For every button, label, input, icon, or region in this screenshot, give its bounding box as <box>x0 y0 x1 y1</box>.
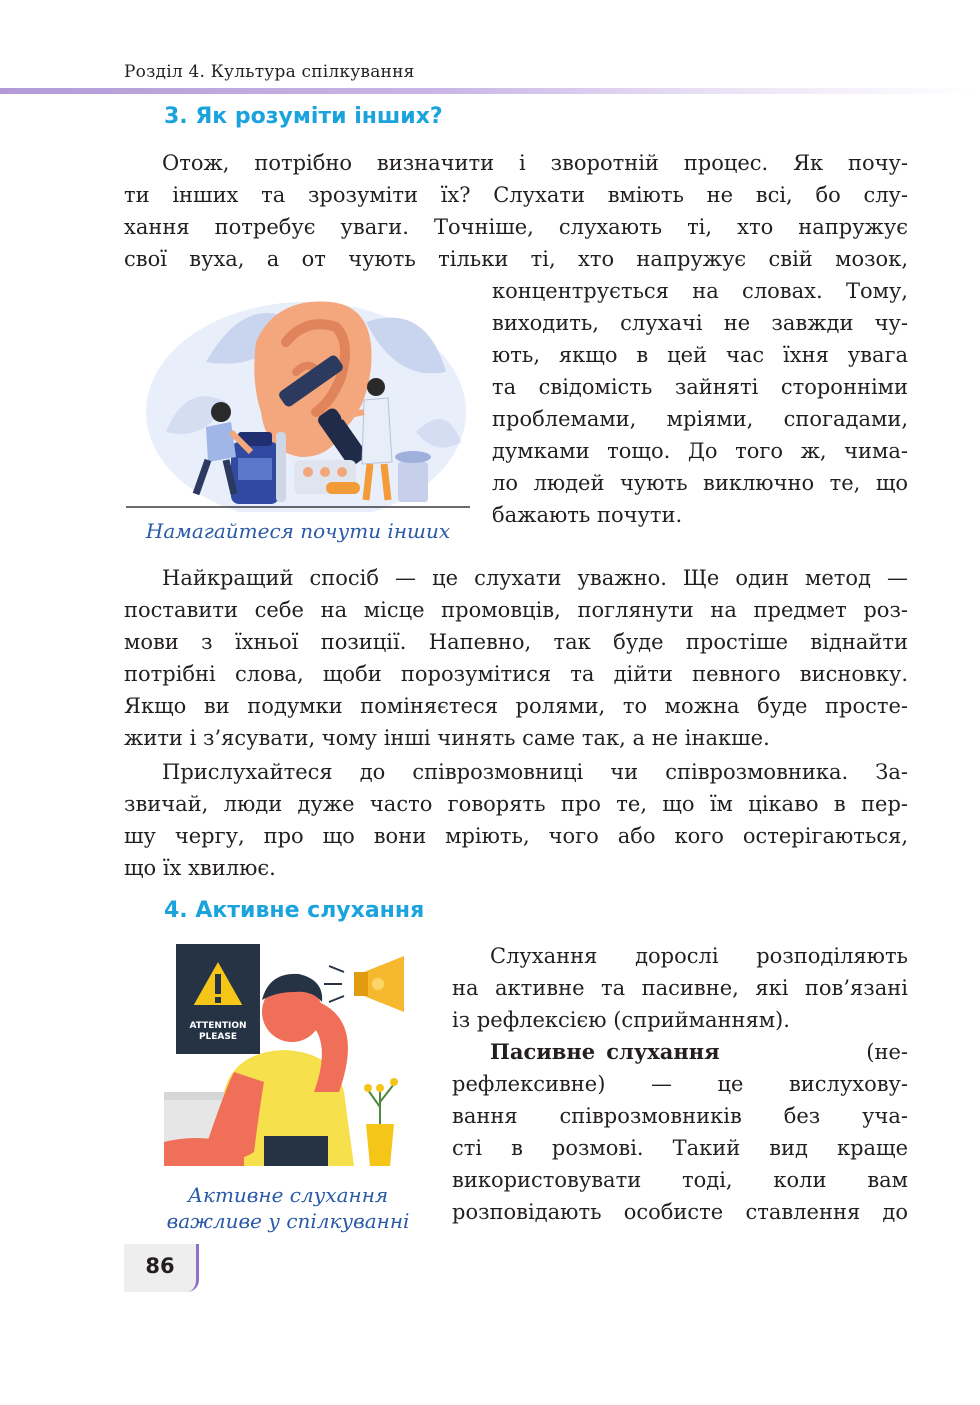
caption-line: важливе у спілкуванні <box>166 1209 410 1233</box>
text-line: думками тощо. До того ж, чима- <box>492 439 908 463</box>
active-listening-illustration <box>164 942 412 1166</box>
text-line: на активне та пасивне, які пов’язані <box>452 976 908 1000</box>
text-line <box>452 1036 908 1068</box>
section-3-paragraph-2 <box>124 562 908 754</box>
text-line: сті в розмові. Такий вид краще <box>452 1136 908 1160</box>
text-line: жити і з’ясувати, чому інші чинять саме так, а не інакше. <box>124 726 770 750</box>
text-line: вання співрозмовників без уча- <box>452 1104 908 1128</box>
text-line: Найкращий спосіб — це слухати уважно. Ще один метод — <box>162 566 908 590</box>
text-line: свої вуха, а от чують тільки ті, хто напружує свій мозок, <box>124 247 908 271</box>
text-line: бажають почути. <box>492 503 683 527</box>
text-line: проблемами, мріями, спогадами, <box>492 407 908 431</box>
section-3-intro-paragraph <box>124 147 908 275</box>
text-line: Слухання дорослі розподіляють <box>490 944 908 968</box>
text-line: виходить, слухачі не завжди чу- <box>492 311 908 335</box>
section-4-paragraph-2 <box>452 1036 908 1228</box>
text-line: хання потребує уваги. Точніше, слухають ті, хто напружує <box>124 215 908 239</box>
text-line: розповідають особисте ставлення до <box>452 1200 908 1224</box>
text-line: Якщо ви подумки поміняєтеся ролями, то можна буде просте- <box>124 694 908 718</box>
text-line: ти інших та зрозуміти їх? Слухати вміють не всі, бо слу- <box>124 183 908 207</box>
section-3-paragraph-3 <box>124 756 908 884</box>
image-caption-listen: Намагайтеся почути інших <box>145 519 451 543</box>
text-line: мови з їхньої позиції. Напевно, так буде простіше віднайти <box>124 630 908 654</box>
text-line: потрібні слова, щоби порозумітися та дійти певного висновку. <box>124 662 908 686</box>
text-fragment: (не- <box>866 1040 908 1064</box>
text-line: Отож, потрібно визначити і зворотній процес. Як почу- <box>162 151 908 175</box>
sign-text-line2: PLEASE <box>198 1032 238 1042</box>
section-3-wrapped-paragraph <box>492 275 908 531</box>
image-caption-active-listening <box>130 1182 446 1234</box>
text-line: рефлексивне) — це вислухову- <box>452 1072 908 1096</box>
text-line: шу чергу, про що вони мріють, чого або кого остерігаються, <box>124 824 908 848</box>
header-rule <box>0 88 980 94</box>
text-line: та свідомість зайняті сторонніми <box>492 375 908 399</box>
section-4-paragraph-1 <box>452 940 908 1036</box>
text-line: із рефлексією (сприйманням). <box>452 1008 790 1032</box>
section-4-heading: 4. Активне слухання <box>164 898 425 923</box>
text-line: концентрується на словах. Тому, <box>492 279 908 303</box>
ear-examination-illustration <box>126 282 470 512</box>
section-3-heading: 3. Як розуміти інших? <box>164 104 443 129</box>
text-line: звичай, люди дуже часто говорять про те, що їм цікаво в пер- <box>124 792 908 816</box>
caption-line: Активне слухання <box>187 1183 389 1207</box>
text-line: ло людей чують виключно те, що <box>492 471 908 495</box>
text-line: поставити себе на місце промовців, поглянути на предмет роз- <box>124 598 908 622</box>
text-line: що їх хвилює. <box>124 856 276 880</box>
page-number: 86 <box>145 1254 175 1278</box>
text-line: ють, якщо в цей час їхня увага <box>492 343 908 367</box>
text-line: використовувати тоді, коли вам <box>452 1168 908 1192</box>
sign-text-line1: ATTENTION <box>189 1021 247 1031</box>
passive-listening-term: Пасивне слухання <box>490 1039 720 1064</box>
text-line: Прислухайтеся до співрозмовниці чи співрозмовника. За- <box>162 760 908 784</box>
chapter-header: Розділ 4. Культура спілкування <box>124 62 415 82</box>
